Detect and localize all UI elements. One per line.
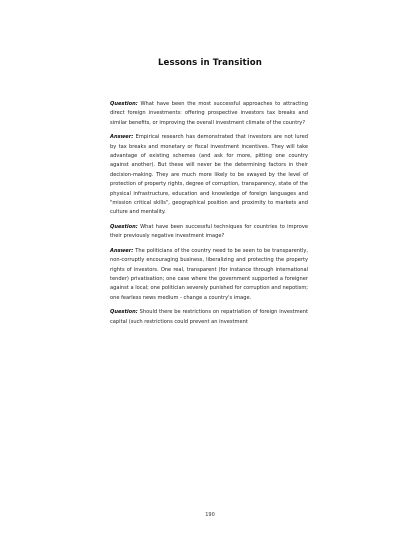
question-paragraph	[110, 308, 308, 327]
answer-label: Answer:	[110, 134, 134, 141]
answer-text: Empirical research has demonstrated that investors are not lured by tax breaks and monetary or fiscal investment incentives. They will take advantage of existing schemes (and ask for more, pitting one country against another). But these will never be the determining factors in their decision-making. They are much more likely to be swayed by the level of protection of property rights, degree of corruption, transparency, state of the physical infrastructure, education and knowledge of foreign languages and "mission critical skills", geographical position and proximity to markets and culture and mentality.	[110, 134, 308, 216]
question-paragraph	[110, 223, 308, 242]
answer-label: Answer:	[110, 247, 134, 254]
qa-content	[110, 100, 308, 332]
page-title: Lessons in Transition	[157, 58, 263, 68]
answer-paragraph	[110, 133, 308, 218]
question-label: Question:	[110, 101, 138, 107]
question-text: Should there be restrictions on repatriation of foreign investment capital (such restrictions could prevent an investment	[110, 309, 308, 325]
question-text: What have been the most successful approaches to attracting direct foreign investments: offering prospective investors tax breaks and similar benefits, or improving the overall investment climate of the country?	[110, 101, 308, 126]
question-text: What have been successful techniques for countries to improve their previously negative investment image?	[110, 223, 308, 240]
answer-text: The politicians of the country need to be seen to be transparently, non-corruptly encouraging business, liberalizing and protecting the property rights of investors. One real, transparent (for instance through international tender) privatisation; one case where the government supported a foreigner against a local; one politician severely punished for corruption and nepotism; one fearless news medium - change a country's image.	[110, 247, 308, 301]
question-label: Question:	[110, 223, 138, 230]
page-number: 190	[205, 512, 215, 518]
answer-paragraph	[110, 247, 308, 303]
question-paragraph	[110, 100, 308, 128]
question-label: Question:	[110, 309, 138, 316]
